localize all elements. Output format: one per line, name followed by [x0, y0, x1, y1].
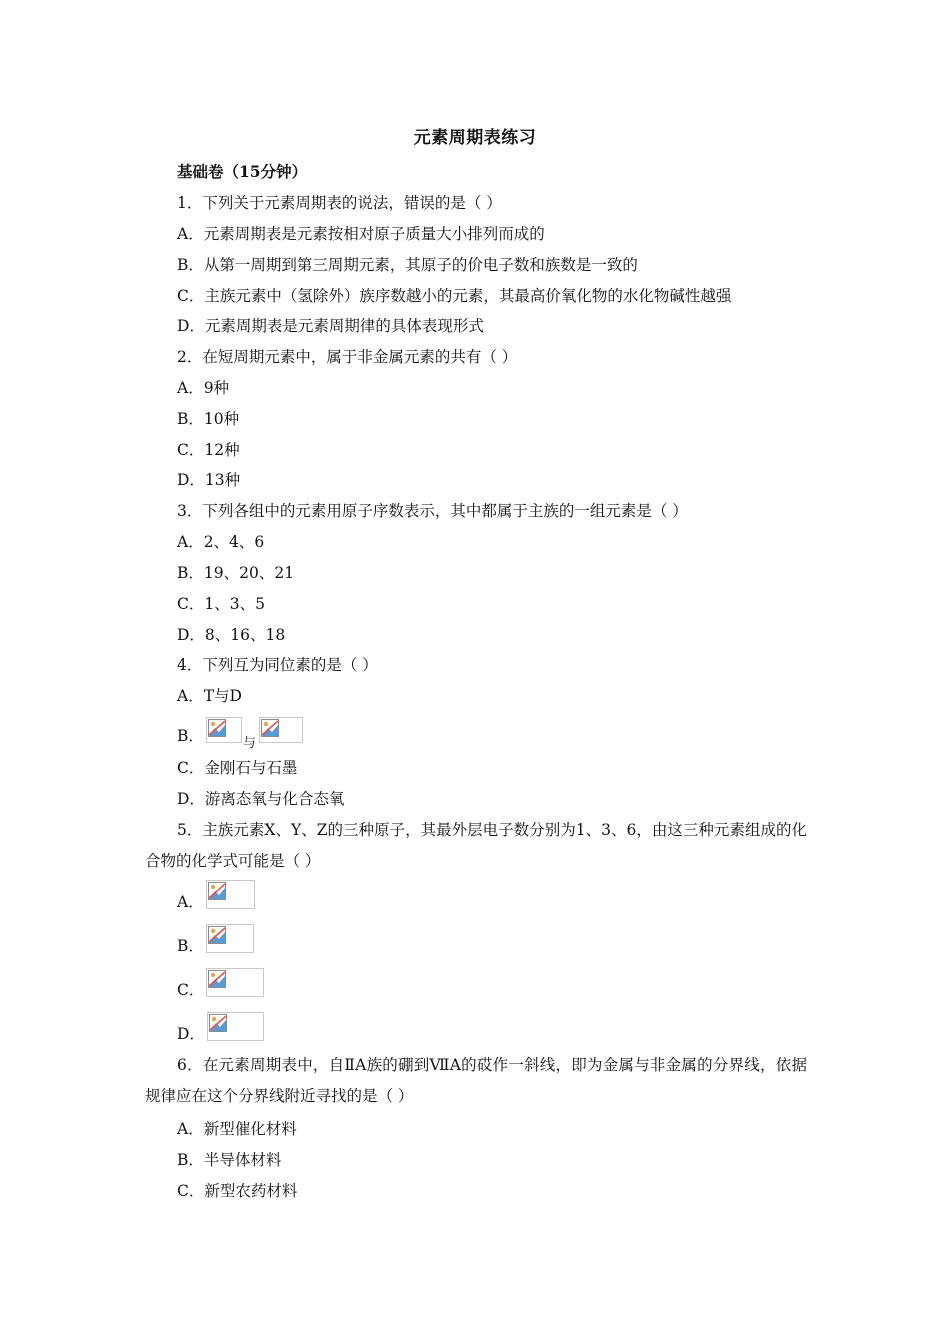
q3-option-a: A．2、4、6	[177, 533, 265, 551]
q5-option-c	[177, 968, 264, 1004]
broken-image-icon	[206, 968, 264, 997]
q1-option-a: A．元素周期表是元素按相对原子质量大小排列而成的	[177, 225, 545, 243]
q5-option-d-label: D．	[177, 1025, 205, 1043]
section-heading: 基础卷（15分钟）	[177, 162, 308, 181]
broken-image-icon	[207, 1012, 264, 1041]
q6-stem: 6．在元素周期表中，自ⅡA族的硼到ⅦA的砹作一斜线，即为金属与非金属的分界线，依据规律应在这个分界线附近寻找的是（ ）	[145, 1056, 807, 1105]
q2-option-b: B．10种	[177, 410, 240, 428]
q1-option-d: D．元素周期表是元素周期律的具体表现形式	[177, 317, 484, 335]
q5-option-b-label: B．	[177, 937, 204, 955]
q4-option-c: C．金刚石与石墨	[177, 759, 298, 777]
q4-option-b-separator: 与	[242, 736, 256, 751]
q3-option-c: C．1、3、5	[177, 595, 265, 613]
q6-option-b: B．半导体材料	[177, 1151, 282, 1169]
q4-option-b-label: B．	[177, 727, 204, 745]
q3-option-d: D．8、16、18	[177, 626, 286, 644]
q6-option-a: A．新型催化材料	[177, 1120, 297, 1138]
q6-option-c: C．新型农药材料	[177, 1182, 298, 1200]
q1-stem: 1．下列关于元素周期表的说法，错误的是（ ）	[177, 194, 502, 212]
broken-image-icon	[206, 880, 255, 909]
page-title: 元素周期表练习	[413, 128, 537, 148]
broken-image-icon	[206, 717, 242, 743]
q5-option-d	[177, 1012, 264, 1048]
q4-option-d: D．游离态氧与化合态氧	[177, 790, 345, 808]
q5-option-c-label: C．	[177, 981, 205, 999]
q1-option-b: B．从第一周期到第三周期元素，其原子的价电子数和族数是一致的	[177, 256, 638, 274]
q5-option-a	[177, 880, 255, 916]
q5-stem: 5．主族元素X、Y、Z的三种原子，其最外层电子数分别为1、3、6，由这三种元素组成的化合物的化学式可能是（ ）	[145, 821, 807, 870]
q2-option-c: C．12种	[177, 441, 240, 459]
q3-stem: 3．下列各组中的元素用原子序数表示，其中都属于主族的一组元素是（ ）	[177, 502, 688, 520]
broken-image-icon	[259, 717, 303, 743]
q4-option-b	[177, 717, 303, 758]
q1-option-c: C．主族元素中（氢除外）族序数越小的元素，其最高价氧化物的水化物碱性越强	[177, 287, 732, 305]
q4-option-a: A．T与D	[177, 687, 242, 705]
q2-stem: 2．在短周期元素中，属于非金属元素的共有（ ）	[177, 348, 518, 366]
q5-option-b	[177, 924, 254, 960]
q3-option-b: B．19、20、21	[177, 564, 295, 582]
broken-image-icon	[206, 924, 254, 953]
q2-option-a: A．9种	[177, 379, 230, 397]
q4-stem: 4．下列互为同位素的是（ ）	[177, 656, 378, 674]
q5-option-a-label: A．	[177, 893, 204, 911]
q2-option-d: D．13种	[177, 471, 241, 489]
